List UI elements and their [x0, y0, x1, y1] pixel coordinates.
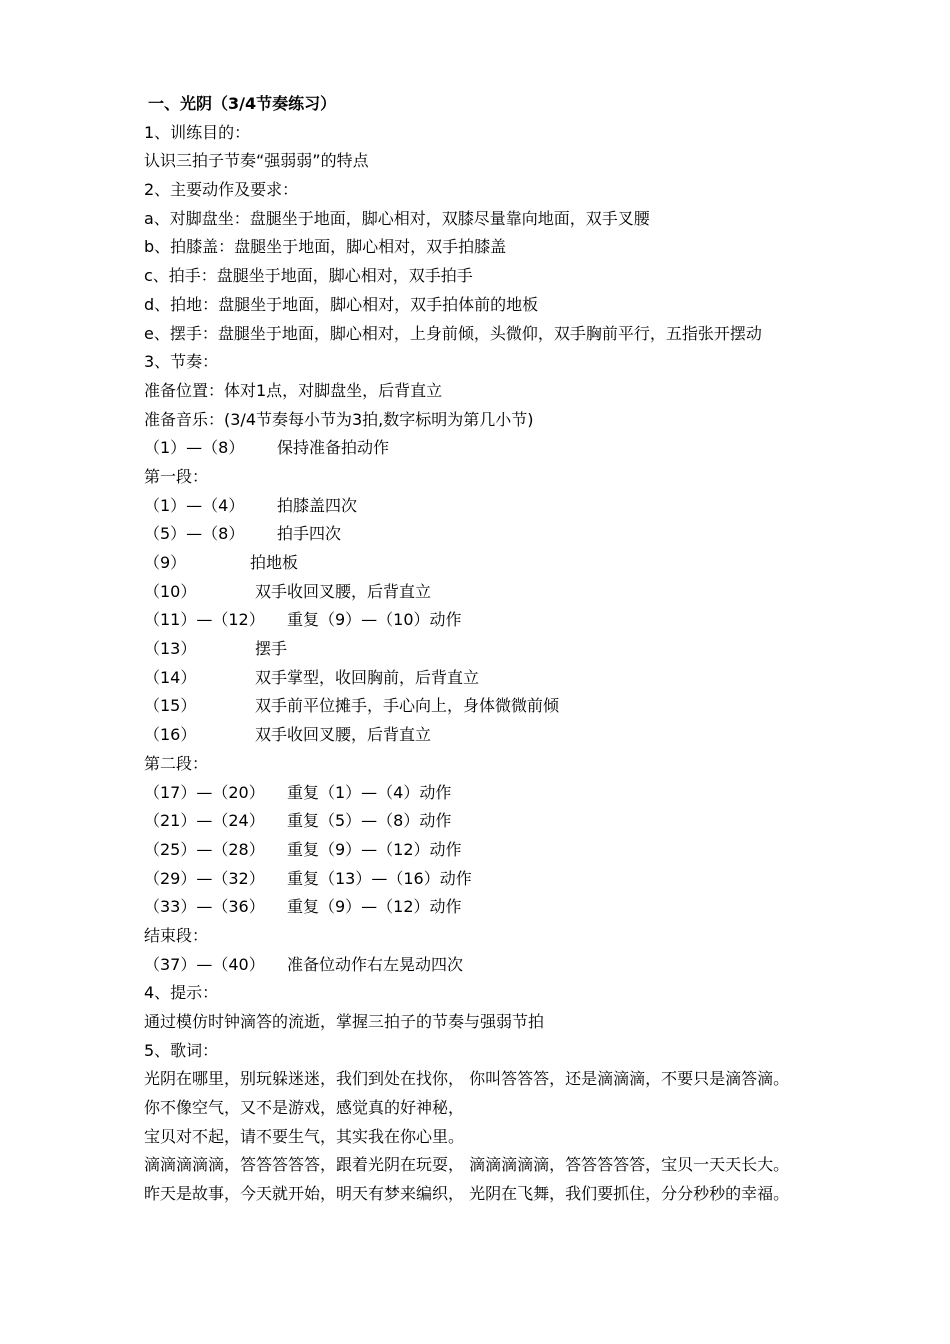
step-count: （37）—（40） — [144, 954, 265, 974]
move-item: e、摆手：盘腿坐于地面，脚心相对，上身前倾，头微仰，双手胸前平行，五指张开摆动 — [144, 323, 762, 343]
lyric-line: 昨天是故事，今天就开始，明天有梦来编织， 光阴在飞舞，我们要抓住，分分秒秒的幸福。 — [144, 1184, 790, 1204]
step-count: （1）—（8） — [144, 438, 245, 458]
step-row — [144, 492, 844, 521]
section-heading-moves: 2、主要动作及要求： — [144, 180, 299, 200]
lyric-line: 你不像空气，又不是游戏，感觉真的好神秘， — [144, 1098, 465, 1118]
step-row — [144, 664, 844, 693]
step-row — [144, 893, 844, 922]
step-row — [144, 434, 844, 463]
step-action: 重复（9）—（12）动作 — [287, 897, 462, 917]
document-title: 一、光阴（3/4节奏练习） — [148, 94, 337, 113]
step-row — [144, 779, 844, 808]
section-heading-rhythm: 3、节奏： — [144, 352, 219, 372]
step-row — [144, 836, 844, 865]
section-heading-tips: 4、提示： — [144, 983, 219, 1003]
step-count: （25）—（28） — [144, 839, 265, 859]
step-row — [144, 807, 844, 836]
lyric-line: 光阴在哪里，别玩躲迷迷，我们到处在找你， 你叫答答答，还是滴滴滴，不要只是滴答滴。 — [144, 1069, 790, 1089]
document-content — [144, 90, 844, 1209]
step-action: 准备位动作右左晃动四次 — [287, 954, 464, 974]
step-action: 重复（9）—（10）动作 — [287, 610, 462, 630]
step-row — [144, 520, 844, 549]
step-action: 拍地板 — [250, 553, 299, 572]
step-row — [144, 865, 844, 894]
section-heading-lyrics: 5、歌词： — [144, 1040, 219, 1060]
step-count: （17）—（20） — [144, 782, 265, 802]
prep-position: 准备位置：体对1点，对脚盘坐，后背直立 — [144, 380, 443, 400]
part1-heading: 第一段： — [144, 466, 209, 486]
step-count: （33）—（36） — [144, 897, 265, 917]
part2-heading: 第二段： — [144, 753, 209, 773]
step-row — [144, 692, 844, 721]
step-action: 拍手四次 — [277, 524, 342, 544]
step-count: （13） — [144, 639, 197, 659]
step-row — [144, 606, 844, 635]
move-item: b、拍膝盖：盘腿坐于地面，脚心相对，双手拍膝盖 — [144, 237, 507, 257]
step-action: 双手掌型，收回胸前，后背直立 — [255, 667, 480, 687]
step-count: （10） — [144, 581, 197, 601]
step-row — [144, 951, 844, 980]
step-action: 拍膝盖四次 — [277, 495, 358, 515]
step-count: （29）—（32） — [144, 868, 265, 888]
step-action: 双手收回叉腰，后背直立 — [255, 725, 432, 745]
step-action: 双手前平位摊手，手心向上，身体微微前倾 — [255, 696, 560, 716]
ending-heading: 结束段： — [144, 925, 209, 945]
step-row — [144, 549, 844, 578]
step-action: 双手收回叉腰，后背直立 — [255, 581, 432, 601]
step-count: （1）—（4） — [144, 495, 245, 515]
lyric-line: 滴滴滴滴滴，答答答答答，跟着光阴在玩耍， 滴滴滴滴滴，答答答答答，宝贝一天天长大。 — [144, 1155, 790, 1175]
step-count: （15） — [144, 696, 197, 716]
tips-text: 通过模仿时钟滴答的流逝，掌握三拍子的节奏与强弱节拍 — [144, 1012, 545, 1031]
step-row — [144, 578, 844, 607]
move-item: a、对脚盘坐：盘腿坐于地面，脚心相对，双膝尽量靠向地面，双手叉腰 — [144, 208, 650, 228]
step-action: 重复（9）—（12）动作 — [287, 839, 462, 859]
step-count: （14） — [144, 667, 197, 687]
step-count: （5）—（8） — [144, 524, 245, 544]
step-action: 重复（1）—（4）动作 — [287, 782, 452, 802]
section-heading-purpose: 1、训练目的： — [144, 122, 251, 142]
step-row — [144, 635, 844, 664]
step-row — [144, 721, 844, 750]
step-count: （21）—（24） — [144, 811, 265, 831]
step-action: 摆手 — [255, 639, 288, 659]
step-count: （9） — [144, 553, 187, 572]
step-count: （16） — [144, 725, 197, 745]
prep-music: 准备音乐：(3/4节奏每小节为3拍,数字标明为第几小节) — [144, 409, 534, 429]
lyric-line: 宝贝对不起，请不要生气，其实我在你心里。 — [144, 1126, 465, 1146]
step-count: （11）—（12） — [144, 610, 265, 630]
step-action: 保持准备拍动作 — [277, 438, 390, 458]
step-action: 重复（5）—（8）动作 — [287, 811, 452, 831]
move-item: c、拍手：盘腿坐于地面，脚心相对，双手拍手 — [144, 266, 473, 286]
move-item: d、拍地：盘腿坐于地面，脚心相对，双手拍体前的地板 — [144, 294, 539, 314]
step-action: 重复（13）—（16）动作 — [287, 868, 472, 888]
purpose-text: 认识三拍子节奏“强弱弱”的特点 — [144, 151, 369, 171]
